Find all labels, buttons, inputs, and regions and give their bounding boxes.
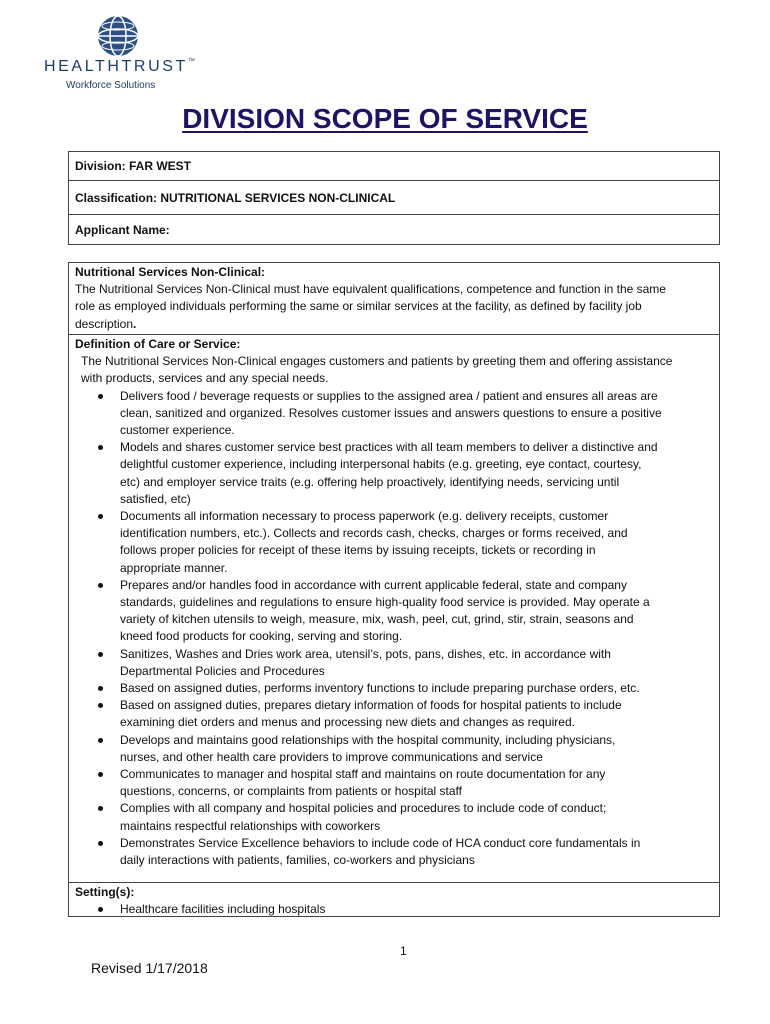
intro-line: The Nutritional Services Non-Clinical engages customers and patients by greeting them and offering assistance [81, 354, 673, 369]
revised-date: Revised 1/17/2018 [91, 960, 208, 976]
list-item-line: customer experience. [120, 423, 235, 438]
list-item-line: Based on assigned duties, performs inventory functions to include preparing purchase orders, etc. [120, 681, 640, 696]
list-item-line: Documents all information necessary to process paperwork (e.g. delivery receipts, customer [120, 509, 609, 524]
list-item-line: standards, guidelines and regulations to ensure high-quality food service is provided. May operate a [120, 595, 650, 610]
list-item-line: examining diet orders and menus and processing new diets and changes as required. [120, 715, 575, 730]
list-item-line: Departmental Policies and Procedures [120, 663, 325, 678]
list-item-line: Delivers food / beverage requests or supplies to the assigned area / patient and ensures all areas are [120, 388, 658, 403]
list-item [75, 835, 713, 869]
applicant-name-row: Applicant Name: [75, 222, 170, 237]
list-item-line: Prepares and/or handles food in accordance with current applicable federal, state and company [120, 577, 627, 592]
list-item [75, 646, 713, 680]
list-item [75, 577, 713, 646]
intro-line: with products, services and any special needs. [81, 371, 329, 386]
settings-list [75, 901, 713, 918]
page-title: DIVISION SCOPE OF SERVICE [182, 103, 588, 134]
bullet-icon [98, 738, 103, 743]
bullet-icon [98, 772, 103, 777]
list-item-line: maintains respectful relationships with coworkers [120, 818, 381, 833]
bullet-icon [98, 686, 103, 691]
list-item-line: Demonstrates Service Excellence behaviors to include code of HCA conduct core fundamentals in [120, 835, 641, 850]
section-text-line: description. [75, 316, 137, 331]
list-item [75, 800, 713, 834]
list-item-line: delightful customer experience, including interpersonal habits (e.g. greeting, eye contact, courtesy, [120, 457, 642, 472]
bullet-icon [98, 583, 103, 588]
page-number: 1 [400, 944, 407, 958]
section-heading: Definition of Care or Service: [75, 337, 241, 351]
bullet-icon [98, 907, 103, 912]
list-item [75, 766, 713, 800]
list-item [75, 508, 713, 577]
list-item [75, 680, 713, 697]
section-heading: Nutritional Services Non-Clinical: [75, 265, 266, 279]
settings-section [69, 883, 719, 916]
list-item-line: kneed food products for cooking, serving and storing. [120, 629, 403, 644]
bullet-icon [98, 703, 103, 708]
bullet-icon [98, 445, 103, 450]
bullet-icon [98, 841, 103, 846]
list-item-line: nurses, and other health care providers to improve communications and service [120, 749, 543, 764]
applicant-info-table [68, 151, 720, 245]
list-item-line: Sanitizes, Washes and Dries work area, utensil’s, pots, pans, dishes, etc. in accordance with [120, 646, 611, 661]
list-item: Healthcare facilities including hospitals [75, 901, 713, 918]
list-item [75, 388, 713, 440]
definition-section [69, 335, 719, 883]
bullet-icon [98, 514, 103, 519]
healthtrust-logo [44, 14, 194, 94]
section-heading: Setting(s): [75, 885, 135, 899]
list-item-line: Complies with all company and hospital policies and procedures to include code of conduct; [120, 801, 607, 816]
list-item [75, 732, 713, 766]
list-item-line: follows proper policies for receipt of these items by issuing receipts, tickets or recording in [120, 543, 596, 558]
list-item-line: identification numbers, etc.). Collects and records cash, checks, charges or forms received, and [120, 526, 628, 541]
section-text-line: role as employed individuals performing the same or similar services at the facility, as defined by facility job [75, 299, 642, 314]
logo-wordmark: HEALTHTRUST™ [44, 58, 195, 75]
list-item-line: clean, sanitized and organized. Resolves customer issues and answers questions to ensure a positive [120, 405, 662, 420]
section-text-line: The Nutritional Services Non-Clinical must have equivalent qualifications, competence and function in the same [75, 282, 666, 297]
list-item-line: etc) and employer service traits (e.g. offering help proactively, identifying needs, servicing until [120, 474, 620, 489]
list-item-line: variety of kitchen utensils to weigh, measure, mix, wash, peel, cut, grind, stir, strain, seasons and [120, 612, 634, 627]
list-item-line: Based on assigned duties, prepares dietary information of foods for hospital patients to include [120, 698, 622, 713]
nutritional-services-section [69, 263, 719, 335]
list-item-line: Models and shares customer service best practices with all team members to deliver a distinctive and [120, 440, 658, 455]
bullet-icon [98, 806, 103, 811]
list-item-line: Develops and maintains good relationships with the hospital community, including physicians, [120, 732, 616, 747]
scope-table [68, 262, 720, 917]
duties-list [75, 388, 713, 870]
classification-row: Classification: NUTRITIONAL SERVICES NON-CLINICAL [69, 181, 719, 215]
list-item-line: daily interactions with patients, families, co-workers and physicians [120, 853, 475, 868]
bullet-icon [98, 394, 103, 399]
list-item-line: Communicates to manager and hospital staff and maintains on route documentation for any [120, 767, 606, 782]
list-item [75, 697, 713, 731]
bullet-icon [98, 652, 103, 657]
list-item-line: questions, concerns, or complaints from patients or hospital staff [120, 784, 462, 799]
list-item-line: satisfied, etc) [120, 491, 191, 506]
globe-icon [96, 14, 140, 58]
list-item-line: appropriate manner. [120, 560, 228, 575]
logo-tagline: Workforce Solutions [66, 80, 156, 91]
division-row: Division: FAR WEST [69, 152, 719, 181]
list-item [75, 439, 713, 508]
